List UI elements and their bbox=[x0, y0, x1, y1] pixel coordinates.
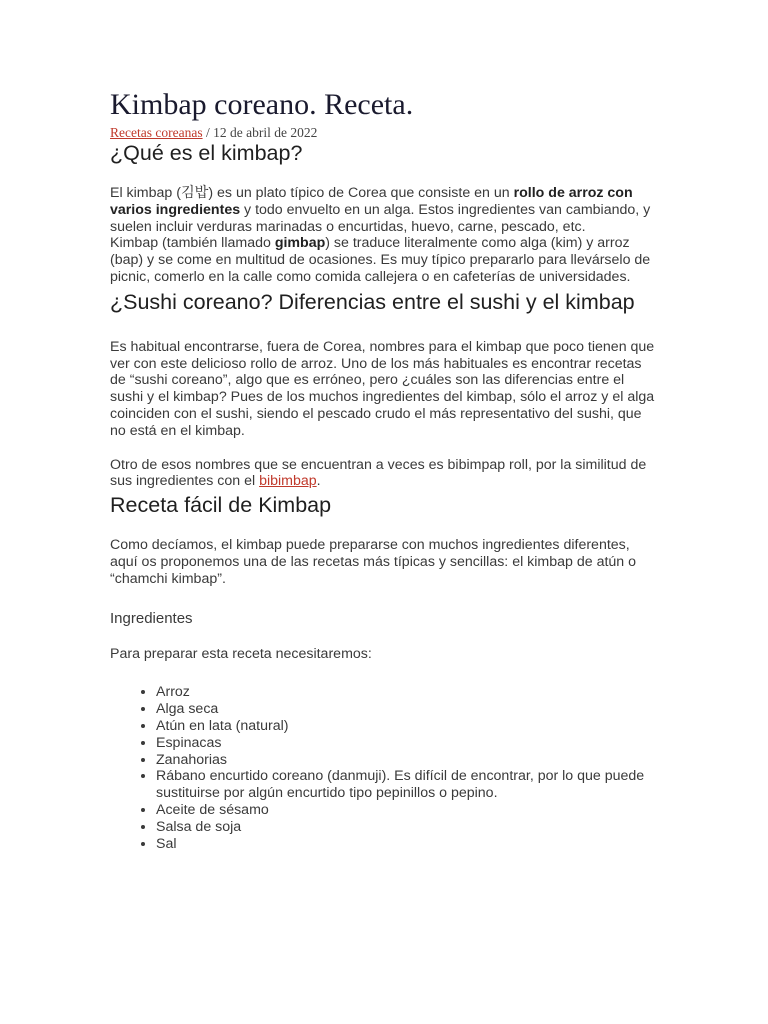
bold-rollo: rollo de arroz con varios ingredientes bbox=[110, 185, 633, 218]
publish-date: 12 de abril de 2022 bbox=[213, 125, 318, 140]
article bbox=[110, 88, 655, 852]
category-link[interactable]: Recetas coreanas bbox=[110, 125, 203, 140]
list-item: • Espinacas bbox=[156, 735, 655, 752]
list-item: • Salsa de soja bbox=[156, 819, 655, 836]
list-item: • Alga seca bbox=[156, 701, 655, 718]
paragraph-gimbap: Kimbap (también llamado gimbap) se traduce literalmente como alga (kim) y arroz (bap) y se come en multitud de ocasiones. Es muy típico prepararlo para llevárselo de picnic, comerlo en la calle como comida callejera o en cafeterías de universidades. bbox=[110, 235, 651, 285]
list-item: • Arroz bbox=[156, 684, 655, 701]
article-meta bbox=[110, 125, 655, 141]
article-title: Kimbap coreano. Receta. bbox=[110, 88, 414, 121]
paragraph-intro: El kimbap (김밥) es un plato típico de Corea que consiste en un rollo de arroz con varios ingredientes y todo envuelto en un alga. Estos ingredientes van cambiando, y suelen incluir verduras marinadas o encurtidas, huevo, carne, pescado, etc. bbox=[110, 185, 651, 235]
ingredients-list bbox=[110, 684, 655, 852]
list-item: • Rábano encurtido coreano (danmuji). Es difícil de encontrar, por lo que puede sustituirse por algún encurtido tipo pepinillos o pepino. bbox=[156, 768, 655, 802]
bold-gimbap: gimbap bbox=[274, 235, 326, 252]
heading-recipe: Receta fácil de Kimbap bbox=[110, 493, 332, 518]
list-item: • Atún en lata (natural) bbox=[156, 718, 655, 735]
paragraph-differences: Es habitual encontrarse, fuera de Corea, nombres para el kimbap que poco tienen que ver con este delicioso rollo de arroz. Uno de los más habituales es encontrar recetas de “sushi coreano”, algo que es erróneo, pero ¿cuáles son las diferencias entre el sushi y el kimbap? Pues de los muchos ingredientes del kimbap, sólo el arroz y el alga coinciden con el sushi, siendo el pescado crudo el más representativo del sushi, que no está en el kimbap. bbox=[110, 338, 655, 439]
list-item: • Zanahorias bbox=[156, 752, 655, 769]
heading-what-is-kimbap: ¿Qué es el kimbap? bbox=[110, 141, 303, 165]
bibimbap-link[interactable]: bibimbap bbox=[259, 473, 317, 490]
list-item: • Sal bbox=[156, 836, 655, 853]
heading-sushi-vs-kimbap: ¿Sushi coreano? Diferencias entre el sushi y el kimbap bbox=[110, 289, 635, 314]
heading-ingredients: Ingredientes bbox=[110, 609, 193, 627]
list-item: • Aceite de sésamo bbox=[156, 802, 655, 819]
paragraph-bibimpap: Otro de esos nombres que se encuentran a veces es bibimpap roll, por la similitud de sus ingredientes con el bibimbap. bbox=[110, 456, 647, 490]
paragraph-need: Para preparar esta receta necesitaremos: bbox=[110, 645, 372, 662]
paragraph-recipe-intro: Como decíamos, el kimbap puede prepararse con muchos ingredientes diferentes, aquí os proponemos una de las recetas más típicas y sencillas: el kimbap de atún o “chamchi kimbap”. bbox=[110, 537, 637, 587]
meta-separator: / bbox=[202, 125, 214, 140]
